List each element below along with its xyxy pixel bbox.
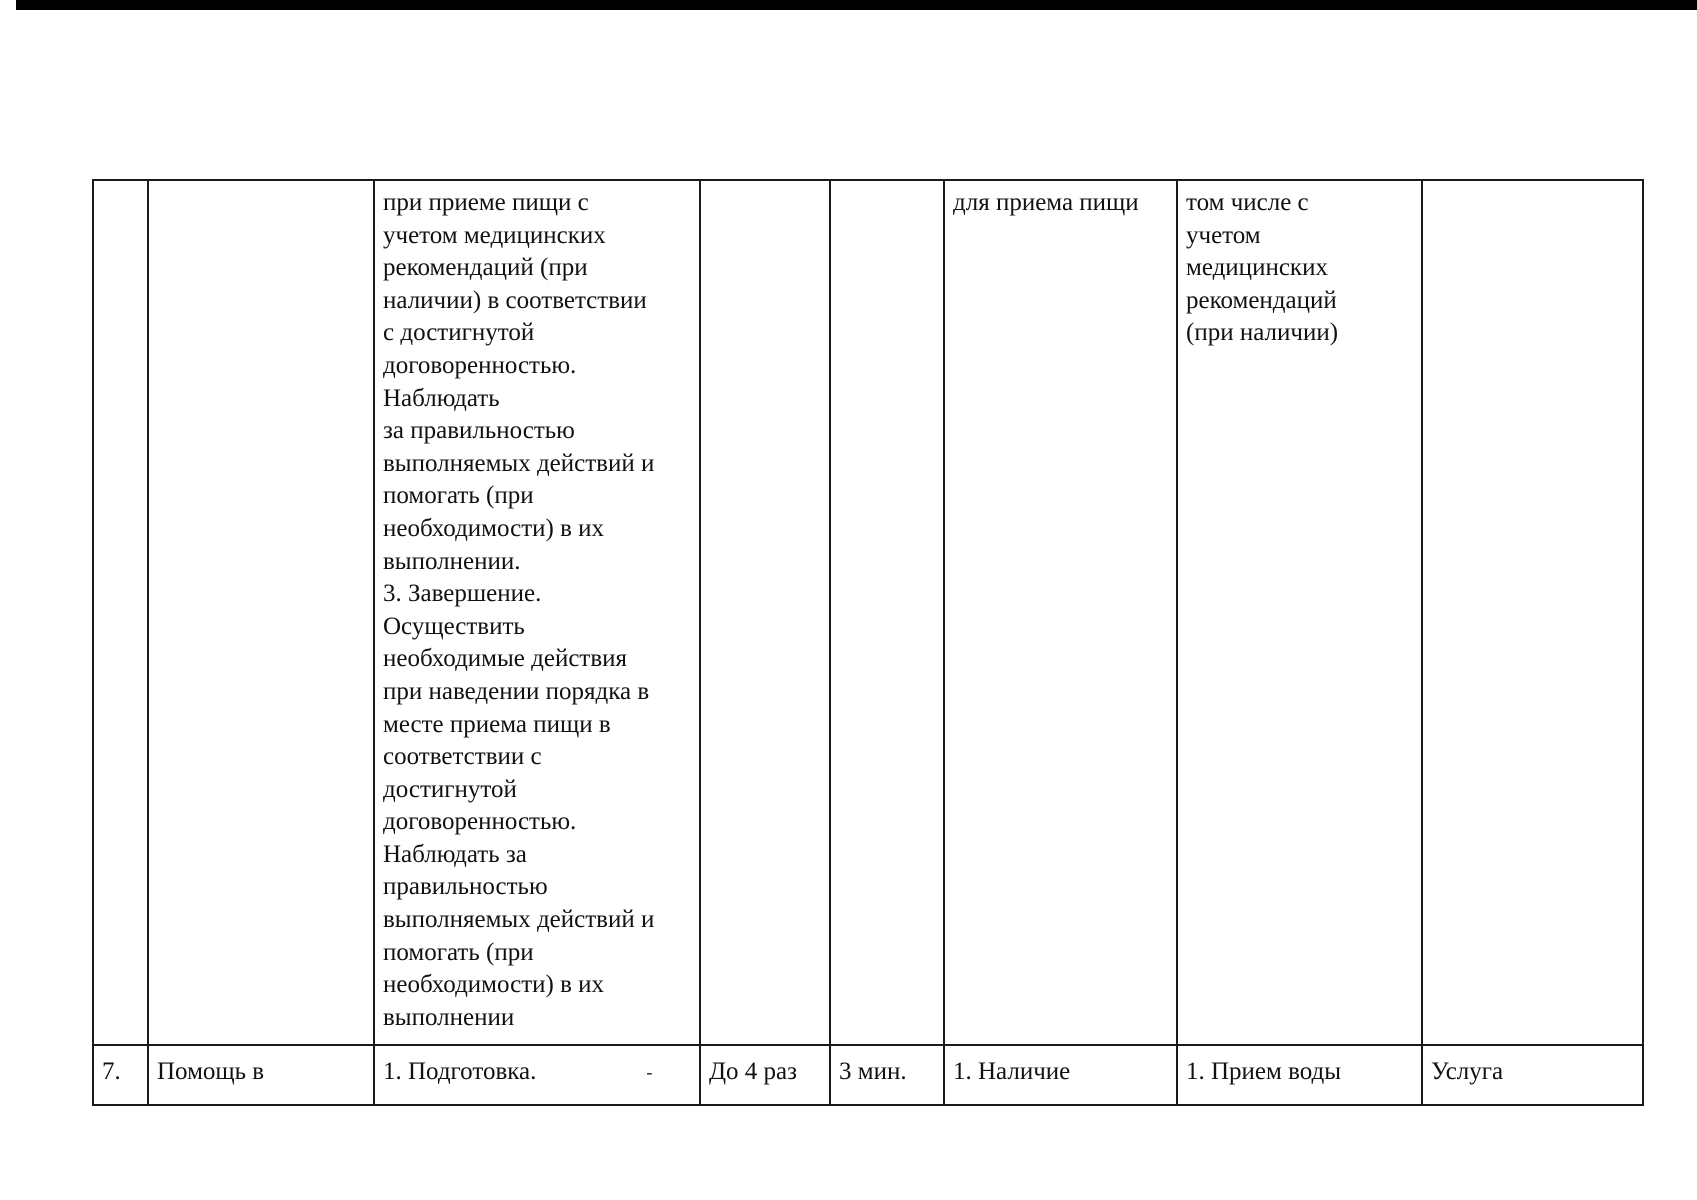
cell-number bbox=[93, 180, 148, 1045]
services-table bbox=[92, 179, 1644, 1106]
steps-text: 1. Подготовка. bbox=[383, 1058, 537, 1086]
stray-mark: - bbox=[646, 1062, 653, 1083]
cell-duration bbox=[830, 180, 944, 1045]
cell-number: 7. bbox=[93, 1045, 148, 1105]
cell-result: том числе с учетом медицинских рекомендаций (при наличии) bbox=[1177, 180, 1422, 1045]
cell-result: 1. Прием воды bbox=[1177, 1045, 1422, 1105]
cell-service bbox=[148, 180, 374, 1045]
scan-top-edge bbox=[16, 0, 1697, 10]
cell-frequency: До 4 раз bbox=[700, 1045, 830, 1105]
cell-frequency bbox=[700, 180, 830, 1045]
cell-notes bbox=[1422, 180, 1643, 1045]
cell-notes: Услуга bbox=[1422, 1045, 1643, 1105]
table-row-continued bbox=[93, 180, 1643, 1045]
cell-steps bbox=[374, 1045, 700, 1105]
cell-duration: 3 мин. bbox=[830, 1045, 944, 1105]
cell-conditions: для приема пищи bbox=[944, 180, 1177, 1045]
cell-conditions: 1. Наличие bbox=[944, 1045, 1177, 1105]
cell-steps: при приеме пищи с учетом медицинских рекомендаций (при наличии) в соответствии с достигнутой договоренностью. Наблюдать за правильностью выполняемых действий и помогать (при необходимости) в их выполнении. 3. Завершение. Осуществить необходимые действия при наведении порядка в месте приема пищи в соответствии с достигнутой договоренностью. Наблюдать за правильностью выполняемых действий и помогать (при необходимости) в их выполнении bbox=[374, 180, 700, 1045]
cell-service: Помощь в bbox=[148, 1045, 374, 1105]
table-row-7 bbox=[93, 1045, 1643, 1105]
